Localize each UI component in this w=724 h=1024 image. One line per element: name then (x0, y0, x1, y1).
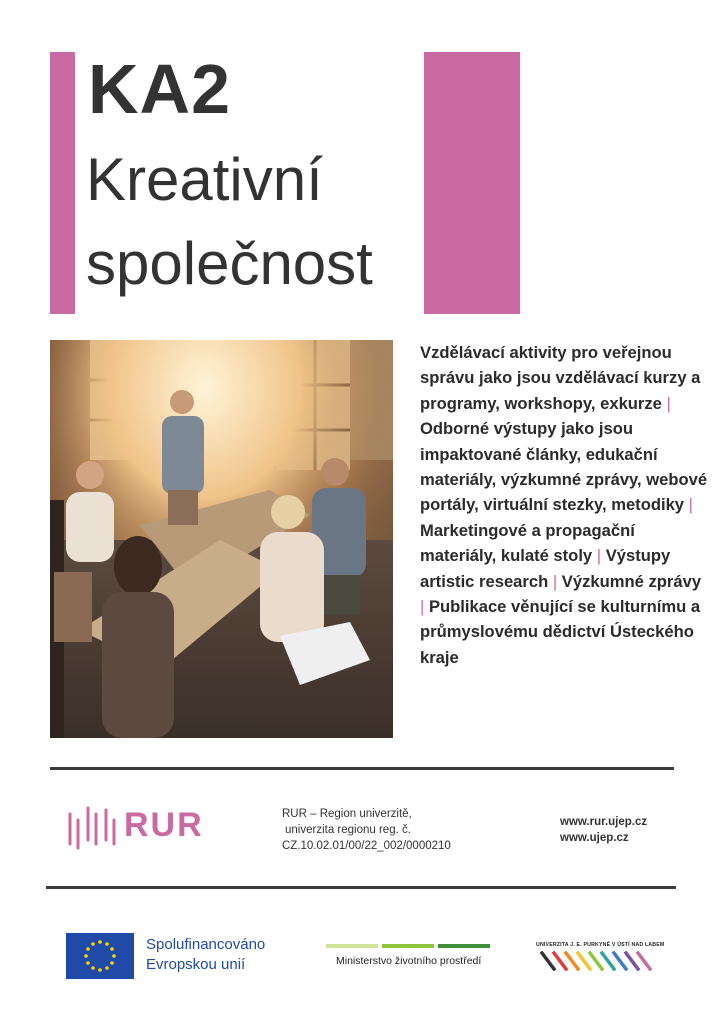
separator-mark: | (666, 393, 671, 413)
divider-top (50, 767, 674, 770)
eu-flag-icon (66, 933, 134, 979)
rur-logo-text: RUR (124, 806, 204, 844)
accent-block-right (424, 52, 520, 314)
outputs-description (420, 340, 710, 670)
project-info-line: univerzita regionu reg. č. (285, 824, 411, 836)
description-segment: Publikace věnující se kulturnímu a průmyslovému dědictví Ústeckého kraje (420, 597, 701, 667)
description-segment: Vzdělávací aktivity pro veřejnou správu jako jsou vzdělávací kurzy a programy, workshopy, exkurze (420, 343, 701, 413)
description-segment: Výstupy artistic research (420, 546, 671, 591)
university-logo-icon (540, 951, 652, 971)
workshop-photo (50, 340, 393, 738)
ministry-logo-icon (326, 944, 490, 948)
separator-mark: | (420, 597, 425, 617)
page-title-line1: Kreativní (86, 146, 323, 213)
description-segment: Odborné výstupy jako jsou impaktované články, edukační materiály, výzkumné zprávy, webové portály, virtuální stezky, metodiky (420, 419, 708, 515)
link-rur[interactable]: www.rur.ujep.cz (560, 816, 648, 828)
project-info-line: CZ.10.02.01/00/22_002/0000210 (282, 840, 451, 852)
link-ujep[interactable]: www.ujep.cz (560, 832, 629, 844)
project-info (282, 806, 451, 854)
description-segment: Výzkumné zprávy (561, 571, 702, 591)
divider-bottom (46, 886, 676, 889)
accent-bar-left (50, 52, 75, 314)
project-info-line: RUR – Region univerzitě, (282, 808, 412, 820)
separator-mark: | (596, 546, 602, 566)
eu-text-line: Spolufinancováno (146, 936, 266, 953)
eu-text-line: Evropskou unií (146, 956, 246, 973)
separator-mark: | (688, 495, 693, 515)
ministry-name: Ministerstvo životního prostředí (336, 955, 482, 967)
description-segment: Marketingové a propagační materiály, kulaté stoly (420, 520, 635, 566)
page-title-line2: společnost (86, 230, 373, 297)
section-code: KA2 (88, 50, 232, 128)
separator-mark: | (552, 571, 558, 591)
web-links (560, 814, 647, 846)
eu-cofunding-text (146, 935, 265, 975)
university-name: UNIVERZITA J. E. PURKYNĚ V ÚSTÍ NAD LABEM (536, 942, 665, 948)
